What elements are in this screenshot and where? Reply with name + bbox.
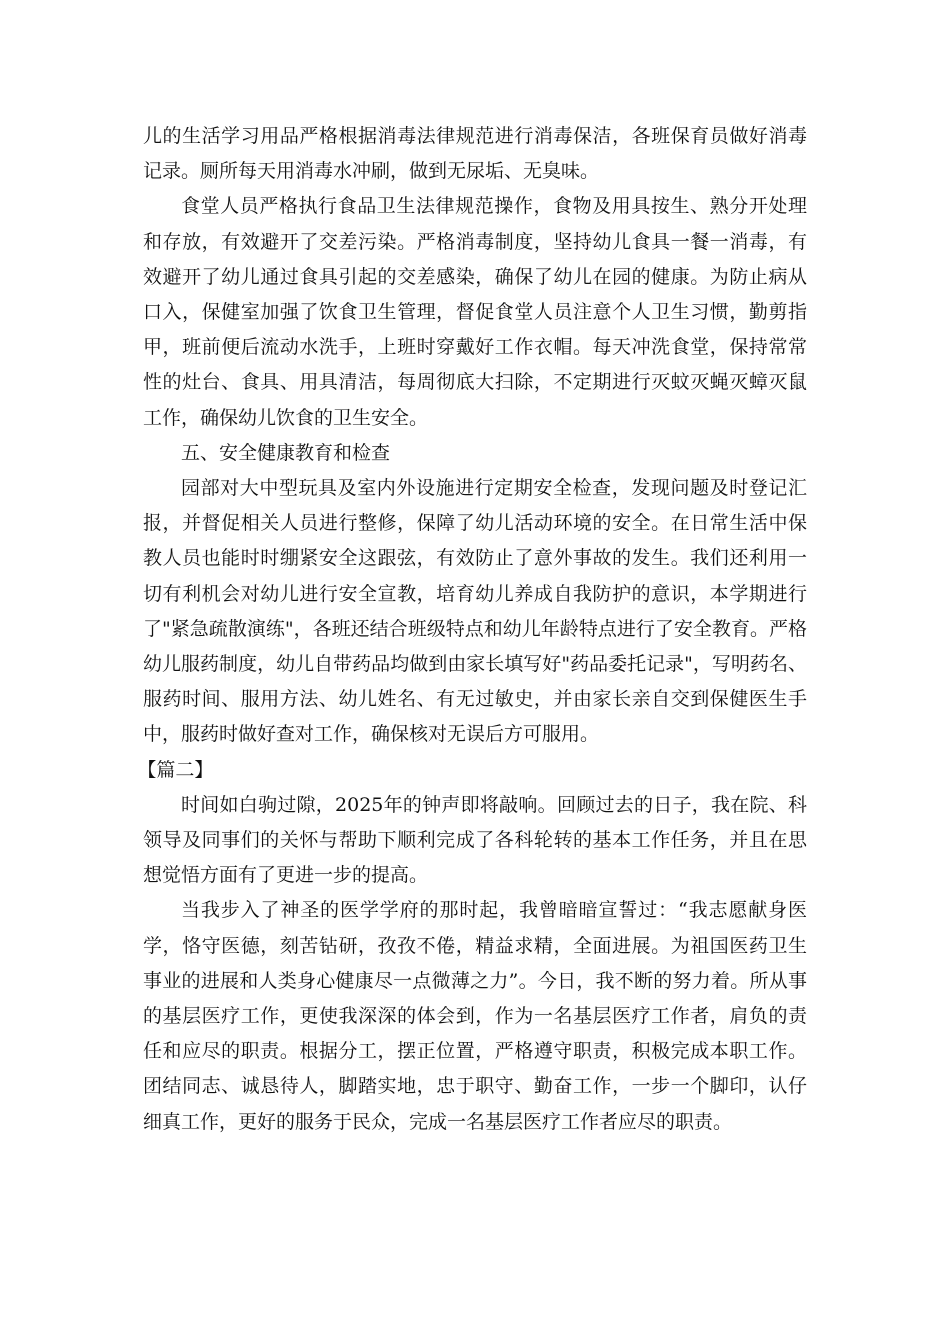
document-body — [137, 119, 807, 1140]
paragraph: 时间如白驹过隙，2025年的钟声即将敲响。回顾过去的日子，我在院、科领导及同事们的关怀与帮助下顺利完成了各科轮转的基本工作任务，并且在思想觉悟方面有了更进一步的提高。 — [143, 793, 807, 887]
paragraph: 园部对大中型玩具及室内外设施进行定期安全检查，发现问题及时登记汇报，并督促相关人员进行整修，保障了幼儿活动环境的安全。在日常生活中保教人员也能时时绷紧安全这跟弦，有效防止了意外事故的发生。我们还利用一切有利机会对幼儿进行安全宣教，培育幼儿养成自我防护的意识，本学期进行了"紧急疏散演练"，各班还结合班级特点和幼儿年龄特点进行了安全教育。严格幼儿服药制度，幼儿自带药品均做到由家长填写好"药品委托记录"，写明药名、服药时间、服用方法、幼儿姓名、有无过敏史，并由家长亲自交到保健医生手中，服药时做好查对工作，确保核对无误后方可服用。 — [143, 477, 807, 746]
paragraph: 食堂人员严格执行食品卫生法律规范操作，食物及用具按生、熟分开处理和存放，有效避开了交差污染。严格消毒制度，坚持幼儿食具一餐一消毒，有效避开了幼儿通过食具引起的交差感染，确保了幼儿在园的健康。为防止病从口入，保健室加强了饮食卫生管理，督促食堂人员注意个人卫生习惯，勤剪指甲，班前便后流动水洗手，上班时穿戴好工作衣帽。每天冲洗食堂，保持常常性的灶台、食具、用具清洁，每周彻底大扫除，不定期进行灭蚊灭蝇灭蟑灭鼠工作，确保幼儿饮食的卫生安全。 — [143, 195, 807, 429]
section-heading: 五、安全健康教育和检查 — [181, 441, 391, 464]
paragraph: 当我步入了神圣的医学学府的那时起，我曾暗暗宣誓过：“我志愿献身医学，恪守医德，刻苦钻研，孜孜不倦，精益求精，全面进展。为祖国医药卫生事业的进展和人类身心健康尽一点微薄之力”。今日，我不断的努力着。所从事的基层医疗工作，更使我深深的体会到，作为一名基层医疗工作者，肩负的责任和应尽的职责。根据分工，摆正位置，严格遵守职责，积极完成本职工作。团结同志、诚恳待人，脚踏实地，忠于职守、勤奋工作，一步一个脚印，认仔细真工作，更好的服务于民众，完成一名基层医疗工作者应尽的职责。 — [143, 899, 807, 1133]
section-title: 【篇二】 — [137, 758, 214, 781]
paragraph: 儿的生活学习用品严格根据消毒法律规范进行消毒保洁，各班保育员做好消毒记录。厕所每天用消毒水冲刷，做到无尿垢、无臭味。 — [143, 125, 807, 183]
